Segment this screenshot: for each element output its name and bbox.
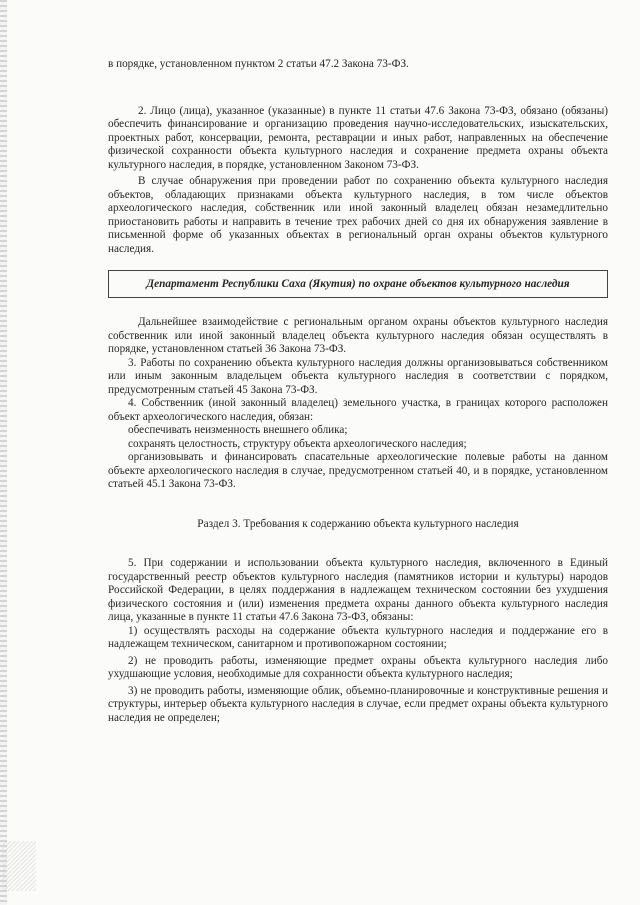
paragraph-continuation: в порядке, установленном пунктом 2 статьи 47.2 Закона 73-ФЗ. <box>108 58 409 70</box>
paragraph-item-4: 4. Собственник (иной законный владелец) земельного участка, в границах которого расположен объект археологического наследия, обязан: <box>108 397 608 423</box>
scan-edge-shadow <box>0 0 7 905</box>
paragraph-item-3: 3. Работы по сохранению объекта культурного наследия должны организовываться собственником или иным законным владельцем объекта культурного наследия в соответствии с порядком, предусмотренным статьей 45 Закона 73-ФЗ. <box>108 356 608 396</box>
section-heading: Раздел 3. Требования к содержанию объекта культурного наследия <box>197 517 519 530</box>
paragraph-discovery-notice: В случае обнаружения при проведении работ по сохранению объекта культурного наследия объектов, обладающих признаками объекта культурного наследия, в том числе объектов археологического наследия, собственник или иной законный владелец обязан незамедлительно приостановить работы и направить в течение трех рабочих дней со дня их обнаружения заявление в письменной форме об указанных объектах в региональный орган охраны объектов культурного наследия. <box>108 175 608 255</box>
obligation-line-1: обеспечивать неизменность внешнего облика; <box>128 424 348 436</box>
list-item-1: 1) осуществлять расходы на содержание объекта культурного наследия и поддержание его в надлежащем техническом, санитарном и противопожарном состоянии; <box>108 624 608 650</box>
scan-corner-smudge <box>2 841 36 891</box>
paragraph-item-2: 2. Лицо (лица), указанное (указанные) в пункте 11 статьи 47.6 Закона 73-ФЗ, обязано (обязаны) обеспечить финансирование и организацию проведения научно-исследовательских, изыскательских, проектных работ, консервации, ремонта, реставрации и иных работ, направленных на обеспечение физической сохранности объекта культурного наследия и сохранение предмета охраны объекта культурного наследия, в порядке, установленном Законом 73-ФЗ. <box>108 104 608 171</box>
document-page <box>108 58 608 725</box>
obligation-line-3: организовывать и финансировать спасательные археологические полевые работы на данном объекте археологического наследия в случае, предусмотренном статьей 40, и в порядке, установленном статьей 45.1 Закона 73-ФЗ. <box>108 451 608 490</box>
authority-box-title: Департамент Республики Саха (Якутия) по охране объектов культурного наследия <box>146 278 570 290</box>
list-item-3: 3) не проводить работы, изменяющие облик, объемно-планировочные и конструктивные решения и структуры, интерьер объекта культурного наследия в случае, если предмет охраны объекта культурного наследия не определен; <box>108 684 608 724</box>
obligation-line-2: сохранять целостность, структуру объекта археологического наследия; <box>128 437 467 450</box>
paragraph-item-5: 5. При содержании и использовании объекта культурного наследия, включенного в Единый государственный реестр объектов культурного наследия (памятников истории и культуры) народов Российской Федерации, в целях поддержания в надлежащем техническом состоянии без ухудшения физического состояния и (или) изменения предмета охраны данного объекта культурного наследия лица, указанные в пункте 11 статьи 47.6 Закона 73-ФЗ, обязаны: <box>108 557 608 623</box>
paragraph-interaction: Дальнейшее взаимодействие с региональным органом охраны объектов культурного наследия собственник или иной законный владелец объекта культурного наследия обязан осуществлять в порядке, установленном статьей 36 Закона 73-ФЗ. <box>108 316 608 355</box>
list-item-2: 2) не проводить работы, изменяющие предмет охраны объекта культурного наследия либо ухудшающие условия, необходимые для сохранности объекта культурного наследия; <box>108 654 608 680</box>
authority-box <box>108 270 608 298</box>
